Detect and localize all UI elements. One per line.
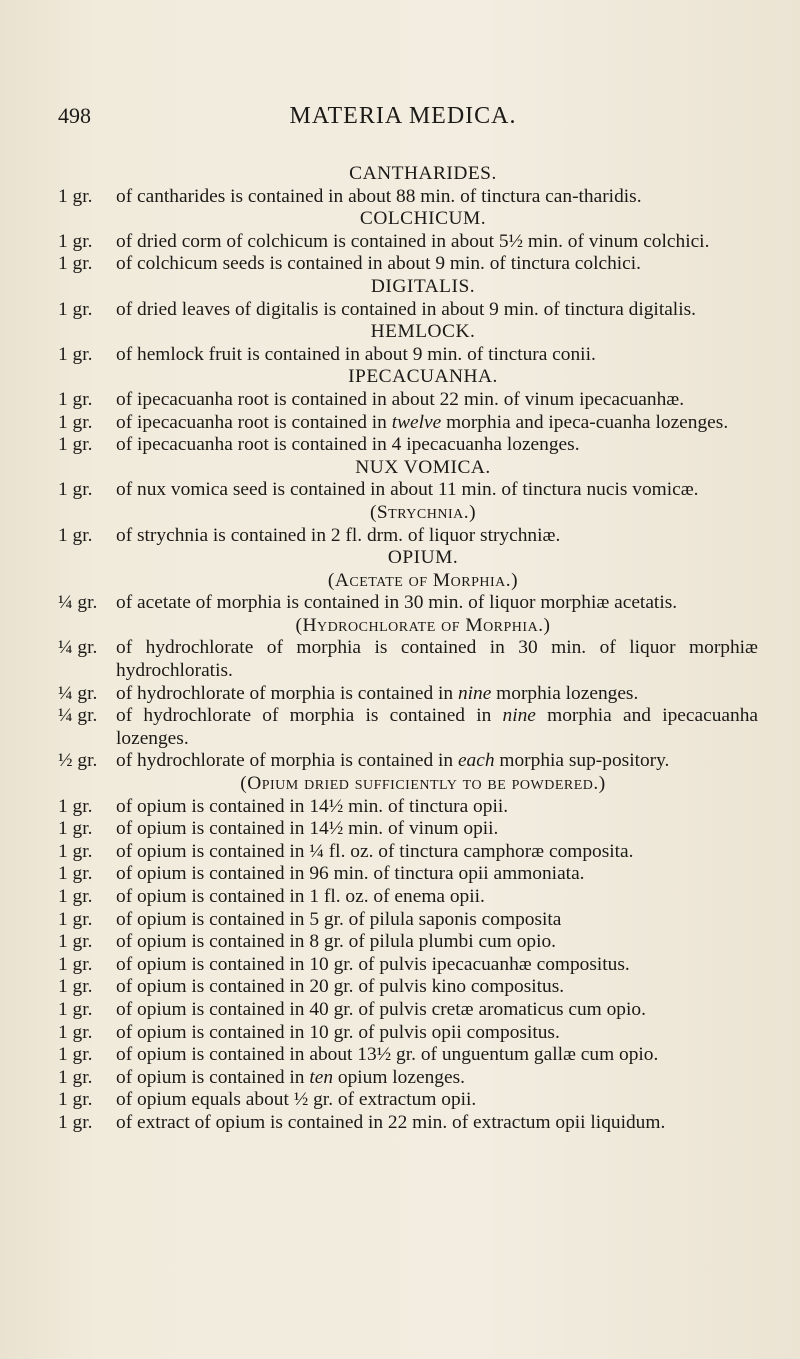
dose-text-part: morphia and ipecacuanha lozenges. bbox=[116, 705, 759, 749]
dose-amount: 1 gr. bbox=[58, 1066, 93, 1088]
section-heading: COLCHICUM. bbox=[359, 208, 487, 230]
section-heading: IPECACUANHA. bbox=[348, 366, 498, 388]
dose-text-part: of hydrochlorate of morphia is contained in bbox=[116, 705, 503, 727]
section-heading: DIGITALIS. bbox=[370, 275, 476, 297]
dose-entry bbox=[58, 705, 758, 750]
dose-amount: 1 gr. bbox=[58, 1021, 93, 1043]
dose-text: of strychnia is contained in 2 fl. drm. of liquor strychniæ. bbox=[116, 524, 561, 546]
dose-amount: ¼ gr. bbox=[58, 682, 98, 704]
dose-amount: 1 gr. bbox=[58, 1111, 93, 1133]
dose-text: of opium is contained in 14½ min. of tinctura opii. bbox=[116, 795, 509, 817]
dose-text: of opium is contained in 1 fl. oz. of enema opii. bbox=[116, 886, 485, 907]
dose-amount: 1 gr. bbox=[58, 818, 93, 840]
dose-amount: ½ gr. bbox=[58, 750, 98, 772]
dose-entry bbox=[58, 954, 758, 977]
dose-text: of hydrochlorate of morphia is contained in 30 min. of liquor morphiæ hydrochloratis. bbox=[116, 637, 758, 682]
section-heading: NUX VOMICA. bbox=[355, 456, 491, 478]
emphasis-word: ten bbox=[309, 1066, 334, 1088]
dose-entry bbox=[58, 999, 758, 1022]
dose-entry bbox=[58, 1112, 758, 1135]
dose-entry bbox=[58, 1022, 758, 1045]
running-title: MATERIA MEDICA. bbox=[289, 103, 517, 129]
emphasis-word: nine bbox=[457, 682, 492, 704]
section-heading: OPIUM. bbox=[387, 547, 459, 569]
dose-text: of ipecacuanha root is contained in 4 ipecacuanha lozenges. bbox=[116, 434, 580, 456]
section-heading: HEMLOCK. bbox=[370, 321, 476, 343]
dose-entry bbox=[58, 818, 758, 841]
sub-heading: (Strychnia.) bbox=[369, 501, 477, 523]
dose-text: of nux vomica seed is contained in about 11 min. of tinctura nucis vomicæ. bbox=[116, 479, 699, 501]
dose-entry bbox=[58, 931, 758, 954]
dose-amount: 1 gr. bbox=[58, 411, 93, 433]
dose-amount: 1 gr. bbox=[58, 886, 93, 907]
dose-text bbox=[116, 412, 758, 435]
dose-entry bbox=[58, 525, 758, 548]
emphasis-word: each bbox=[457, 750, 495, 772]
page-header bbox=[58, 103, 748, 139]
dose-text: of acetate of morphia is contained in 30 min. of liquor morphiæ acetatis. bbox=[116, 592, 678, 614]
dose-entry bbox=[58, 886, 758, 909]
dose-text-part: morphia and ipeca-cuanha lozenges. bbox=[441, 411, 729, 433]
sub-heading: (Hydrochlorate of Morphia.) bbox=[295, 614, 551, 636]
dose-text: of colchicum seeds is contained in about 9 min. of tinctura colchici. bbox=[116, 253, 642, 275]
dose-amount: 1 gr. bbox=[58, 1044, 93, 1066]
dose-entry bbox=[58, 637, 758, 682]
dose-text-part: of opium is contained in bbox=[116, 1066, 310, 1088]
dose-amount: 1 gr. bbox=[58, 185, 93, 207]
dose-entry bbox=[58, 796, 758, 819]
dose-text: of hemlock fruit is contained in about 9 min. of tinctura conii. bbox=[116, 343, 596, 365]
emphasis-word: nine bbox=[502, 705, 536, 727]
sub-heading: (Opium dried sufficiently to be powdered.) bbox=[240, 773, 606, 795]
dose-text: of cantharides is contained in about 88 min. of tinctura can-tharidis. bbox=[116, 185, 642, 207]
dose-amount: 1 gr. bbox=[58, 343, 93, 365]
dose-amount: 1 gr. bbox=[58, 863, 93, 885]
dose-text: of opium is contained in 96 min. of tinctura opii ammoniata. bbox=[116, 863, 585, 885]
dose-entry bbox=[58, 1044, 758, 1067]
dose-text bbox=[116, 1067, 758, 1090]
dose-entry bbox=[58, 186, 758, 209]
dose-entry bbox=[58, 1067, 758, 1090]
section-heading: CANTHARIDES. bbox=[349, 163, 497, 184]
dose-text: of extract of opium is contained in 22 min. of extractum opii liquidum. bbox=[116, 1111, 666, 1133]
dose-amount: 1 gr. bbox=[58, 230, 93, 252]
dose-amount: 1 gr. bbox=[58, 998, 93, 1020]
dose-entry bbox=[58, 592, 758, 615]
dose-entry bbox=[58, 1089, 758, 1112]
dose-text: of opium is contained in ¼ fl. oz. of tinctura camphoræ composita. bbox=[116, 840, 634, 862]
dose-text: of opium is contained in 8 gr. of pilula plumbi cum opio. bbox=[116, 931, 557, 953]
dose-text bbox=[116, 750, 758, 773]
dose-amount: 1 gr. bbox=[58, 931, 93, 953]
dose-amount: 1 gr. bbox=[58, 253, 93, 275]
dose-text: of opium is contained in 40 gr. of pulvis cretæ aromaticus cum opio. bbox=[116, 998, 646, 1020]
dose-text-part: morphia sup-pository. bbox=[494, 750, 670, 772]
dose-text bbox=[116, 683, 758, 706]
dose-entry bbox=[58, 863, 758, 886]
dose-amount: ¼ gr. bbox=[58, 705, 98, 727]
dose-text: of opium is contained in 10 gr. of pulvis opii compositus. bbox=[116, 1021, 560, 1043]
dose-amount: 1 gr. bbox=[58, 388, 93, 410]
dose-text: of opium is contained in 10 gr. of pulvis ipecacuanhæ compositus. bbox=[116, 953, 630, 975]
dose-text-part: of hydrochlorate of morphia is contained in bbox=[116, 682, 458, 704]
dose-entry bbox=[58, 299, 758, 322]
dose-text: of opium is contained in 14½ min. of vinum opii. bbox=[116, 818, 499, 840]
dose-entry bbox=[58, 231, 758, 254]
dose-text: of dried leaves of digitalis is contained in about 9 min. of tinctura digitalis. bbox=[116, 298, 696, 320]
dose-amount: 1 gr. bbox=[58, 795, 93, 817]
dose-text: of ipecacuanha root is contained in about 22 min. of vinum ipecacuanhæ. bbox=[116, 388, 685, 410]
dose-entry bbox=[58, 976, 758, 999]
dose-amount: ¼ gr. bbox=[58, 592, 98, 614]
dose-text: of opium is contained in 20 gr. of pulvis kino compositus. bbox=[116, 976, 565, 998]
dose-entry bbox=[58, 750, 758, 773]
dose-entry bbox=[58, 412, 758, 435]
dose-amount: 1 gr. bbox=[58, 1089, 93, 1111]
dose-entry bbox=[58, 683, 758, 706]
dose-amount: 1 gr. bbox=[58, 479, 93, 501]
page-number: 498 bbox=[58, 103, 91, 128]
page-content bbox=[58, 163, 758, 1135]
dose-text: of dried corm of colchicum is contained in about 5½ min. of vinum colchici. bbox=[116, 230, 710, 252]
dose-text-part: morphia lozenges. bbox=[491, 682, 639, 704]
dose-text bbox=[116, 705, 758, 750]
dose-amount: 1 gr. bbox=[58, 298, 93, 320]
dose-text: of opium is contained in about 13½ gr. of unguentum gallæ cum opio. bbox=[116, 1044, 659, 1066]
dose-entry bbox=[58, 344, 758, 367]
dose-amount: 1 gr. bbox=[58, 953, 93, 975]
dose-text: of opium is contained in 5 gr. of pilula saponis composita bbox=[116, 908, 562, 930]
sub-heading: (Acetate of Morphia.) bbox=[327, 569, 519, 591]
dose-text-part: opium lozenges. bbox=[333, 1066, 465, 1088]
dose-amount: 1 gr. bbox=[58, 976, 93, 998]
dose-amount: ¼ gr. bbox=[58, 637, 98, 659]
dose-entry bbox=[58, 253, 758, 276]
dose-entry bbox=[58, 389, 758, 412]
dose-amount: 1 gr. bbox=[58, 908, 93, 930]
emphasis-word: twelve bbox=[391, 411, 442, 433]
dose-amount: 1 gr. bbox=[58, 524, 93, 546]
dose-text: of opium equals about ½ gr. of extractum opii. bbox=[116, 1089, 477, 1111]
dose-entry bbox=[58, 841, 758, 864]
dose-text-part: of hydrochlorate of morphia is contained in bbox=[116, 750, 458, 772]
dose-amount: 1 gr. bbox=[58, 840, 93, 862]
dose-entry bbox=[58, 479, 758, 502]
dose-amount: 1 gr. bbox=[58, 434, 93, 456]
dose-entry bbox=[58, 909, 758, 932]
dose-text-part: of ipecacuanha root is contained in bbox=[116, 411, 392, 433]
dose-entry bbox=[58, 434, 758, 457]
